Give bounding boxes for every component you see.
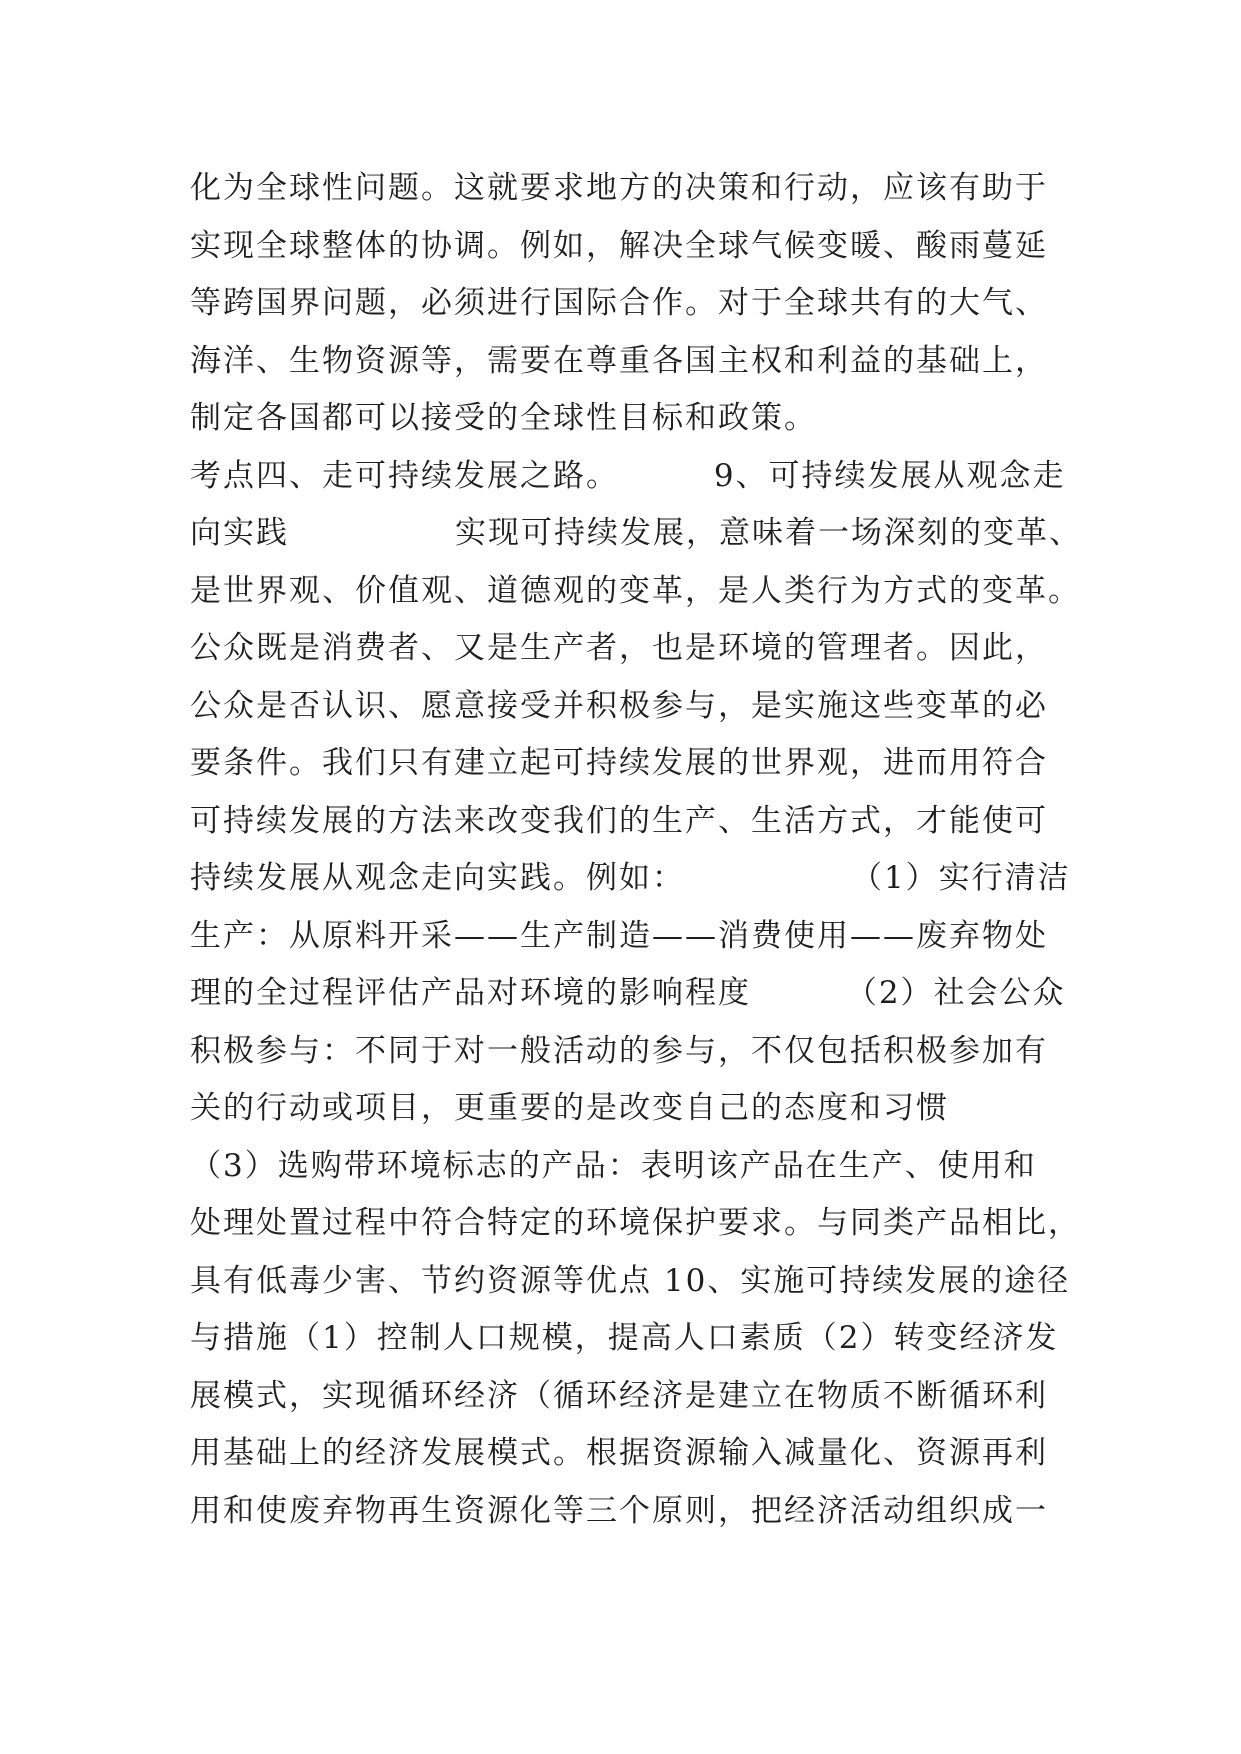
text-line: 向实践 实现可持续发展，意味着一场深刻的变革、 — [190, 515, 1082, 551]
text-line: 海洋、生物资源等，需要在尊重各国主权和利益的基础上， — [190, 342, 1048, 379]
text-line: 持续发展从观念走向实践。例如： （1）实行清洁 — [190, 860, 1071, 896]
text-line: 等跨国界问题，必须进行国际合作。对于全球共有的大气、 — [190, 285, 1048, 321]
text-line: 可持续发展的方法来改变我们的生产、生活方式，才能使可 — [190, 802, 1048, 839]
text-line: 公众既是消费者、又是生产者，也是环境的管理者。因此， — [190, 630, 1048, 666]
text-line: 生产：从原料开采——生产制造——消费使用——废弃物处 — [190, 917, 1048, 954]
text-line: 要条件。我们只有建立起可持续发展的世界观，进而用符合 — [190, 745, 1048, 781]
text-line: 实现全球整体的协调。例如，解决全球气候变暖、酸雨蔓延 — [190, 227, 1048, 264]
text-line: 化为全球性问题。这就要求地方的决策和行动，应该有助于 — [190, 170, 1048, 206]
text-line: 与措施（1）控制人口规模，提高人口素质（2）转变经济发 — [190, 1320, 1059, 1356]
text-line: 考点四、走可持续发展之路。 9、可持续发展从观念走 — [190, 457, 1066, 494]
text-line: 是世界观、价值观、道德观的变革，是人类行为方式的变革。 — [190, 572, 1081, 609]
text-line: 具有低毒少害、节约资源等优点 10、实施可持续发展的途径 — [190, 1262, 1071, 1299]
text-line: 用基础上的经济发展模式。根据资源输入减量化、资源再利 — [190, 1435, 1048, 1471]
text-line: 公众是否认识、愿意接受并积极参与，是实施这些变革的必 — [190, 687, 1048, 724]
text-line: 积极参与：不同于对一般活动的参与，不仅包括积极参加有 — [190, 1032, 1048, 1069]
text-line: 用和使废弃物再生资源化等三个原则，把经济活动组织成一 — [190, 1492, 1048, 1529]
text-line: 展模式，实现循环经济（循环经济是建立在物质不断循环利 — [190, 1377, 1048, 1414]
text-line: （3）选购带环境标志的产品：表明该产品在生产、使用和 — [190, 1147, 1037, 1184]
text-line: 处理处置过程中符合特定的环境保护要求。与同类产品相比， — [190, 1205, 1081, 1241]
body-text — [190, 160, 1082, 1540]
text-line: 关的行动或项目，更重要的是改变自己的态度和习惯 — [190, 1090, 949, 1126]
text-line: 理的全过程评估产品对环境的影响程度 （2）社会公众 — [190, 975, 1066, 1011]
text-line: 制定各国都可以接受的全球性目标和政策。 — [190, 400, 817, 436]
